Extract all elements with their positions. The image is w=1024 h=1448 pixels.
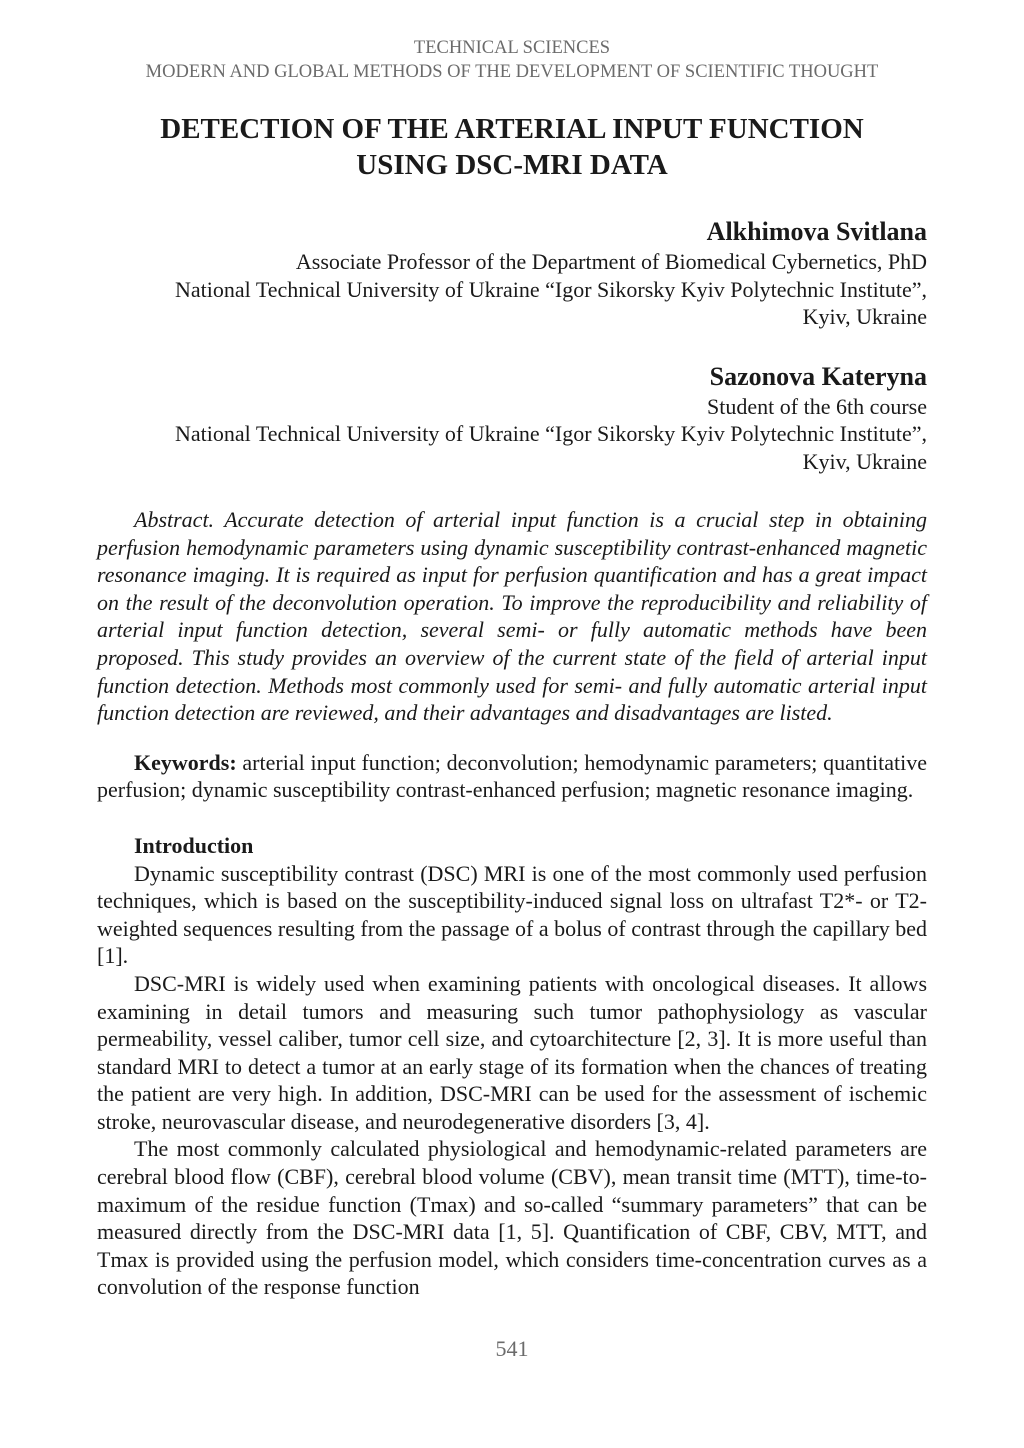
author-location: Kyiv, Ukraine bbox=[802, 304, 927, 329]
keywords-text: arterial input function; deconvolution; hemodynamic parameters; quantitative perfusion; dynamic susceptibility contrast-enhanced perfusion; magnetic resonance imaging. bbox=[97, 749, 927, 803]
running-head-journal: MODERN AND GLOBAL METHODS OF THE DEVELOPMENT OF SCIENTIFIC THOUGHT bbox=[145, 62, 879, 82]
page-number: 541 bbox=[495, 1336, 529, 1361]
running-head bbox=[97, 0, 927, 84]
keywords-label: Keywords: bbox=[134, 749, 237, 775]
author-position: Student of the 6th course bbox=[707, 393, 927, 419]
body-paragraph: The most commonly calculated physiological and hemodynamic-related parameters are cerebral blood flow (CBF), cerebral blood volume (CBV), mean transit time (MTT), time-to-maximum of the residue function (Tmax) and so-called “summary parameters” that can be measured directly from the DSC-MRI data [1, 5]. Quantification of CBF, CBV, MTT, and Tmax is provided using the perfusion model, which considers time-concentration curves as a convolution of the response function bbox=[97, 1136, 927, 1300]
keywords bbox=[97, 749, 927, 804]
section-heading-introduction: Introduction bbox=[134, 832, 254, 858]
author-affiliation: National Technical University of Ukraine “Igor Sikorsky Kyiv Polytechnic Institute”, bbox=[175, 276, 927, 302]
paper-title bbox=[97, 111, 927, 183]
author-name: Alkhimova Svitlana bbox=[706, 217, 927, 246]
running-head-section: TECHNICAL SCIENCES bbox=[413, 38, 611, 58]
author-name: Sazonova Kateryna bbox=[709, 361, 927, 391]
author-position: Associate Professor of the Department of Biomedical Cybernetics, PhD bbox=[295, 249, 927, 274]
author-block bbox=[97, 361, 927, 476]
body-paragraph: Dynamic susceptibility contrast (DSC) MRI is one of the most commonly used perfusion techniques, which is based on the susceptibility-induced signal loss on ultrafast T2*- or T2-weighted sequences resulting from the passage of a bolus of contrast through the capillary bed [1]. bbox=[97, 860, 927, 969]
abstract: Abstract. Accurate detection of arterial input function is a crucial step in obtaining perfusion hemodynamic parameters using dynamic susceptibility contrast-enhanced magnetic resonance imaging. It is required as input for perfusion quantification and has a great impact on the result of the deconvolution operation. To improve the reproducibility and reliability of arterial input function detection, several semi- or fully automatic methods have been proposed. This study provides an overview of the current state of the field of arterial input function detection. Methods most commonly used for semi- and fully automatic arterial input function detection are reviewed, and their advantages and disadvantages are listed. bbox=[97, 507, 927, 726]
author-affiliation: National Technical University of Ukraine “Igor Sikorsky Kyiv Polytechnic Institute”, bbox=[175, 421, 927, 446]
body-paragraph: DSC-MRI is widely used when examining patients with oncological diseases. It allows examining in detail tumors and measuring such tumor pathophysiology as vascular permeability, vessel caliber, tumor cell size, and cytoarchitecture [2, 3]. It is more useful than standard MRI to detect a tumor at an early stage of its formation when the chances of treating the patient are very high. In addition, DSC-MRI can be used for the assessment of ischemic stroke, neurovascular disease, and neurodegenerative disorders [3, 4]. bbox=[97, 970, 927, 1134]
author-location: Kyiv, Ukraine bbox=[802, 448, 927, 474]
author-block bbox=[97, 216, 927, 331]
paper-page bbox=[97, 0, 927, 1301]
paper-title-line-1: DETECTION OF THE ARTERIAL INPUT FUNCTION bbox=[160, 113, 864, 145]
paper-title-line-2: USING DSC-MRI DATA bbox=[356, 149, 668, 181]
